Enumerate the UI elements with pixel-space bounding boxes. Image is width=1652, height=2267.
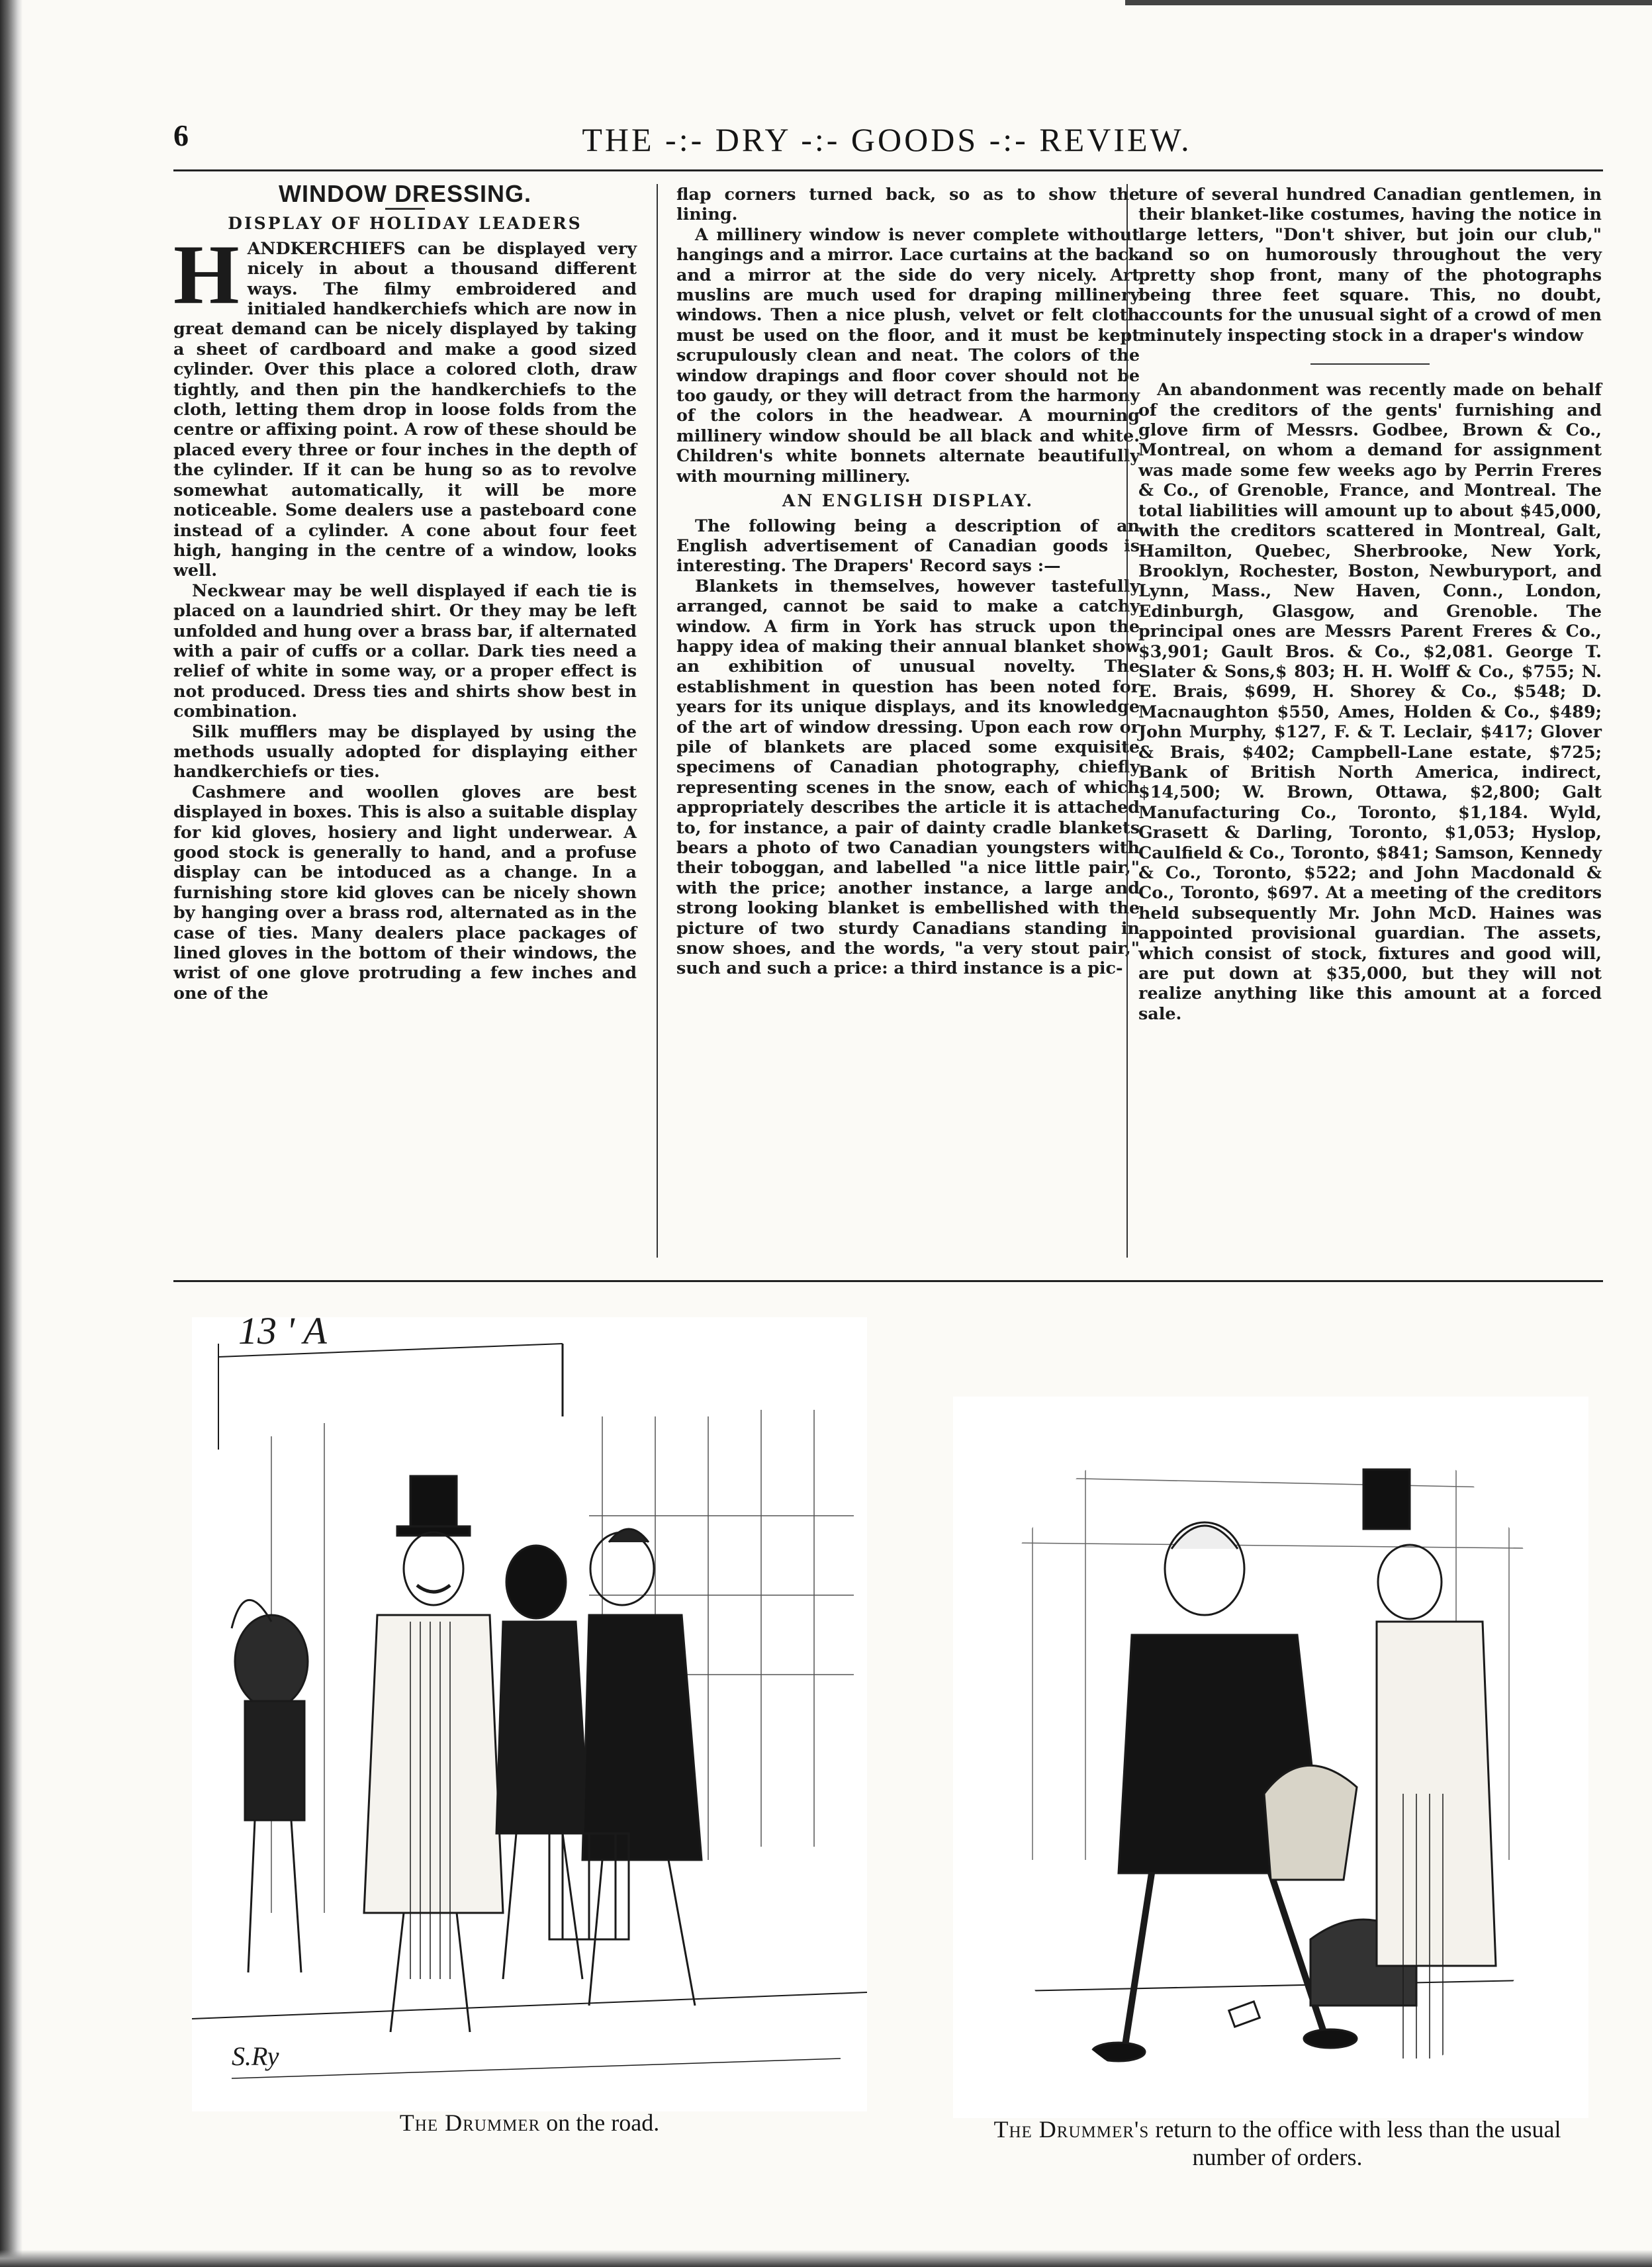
paragraph: The following being a description of an English advertisement of Canadian goods is interesting. The Drapers' Record says :— <box>676 515 1140 576</box>
drummer-on-road-drawing <box>192 1317 867 2111</box>
column-1 <box>173 180 637 1003</box>
paragraph: An abandonment was recently made on behalf of the creditors of the gents' furnishing and glove firm of Messrs. Godbee, Brown & Co., Montreal, on whom a demand for assignment was made some few weeks ago by Perrin Freres & Co., of Grenoble, France, and Montreal. The total liabilities will amount up to about $45,000, with the creditors scattered in Montreal, Galt, Hamilton, Quebec, Sherbrooke, New York, Brooklyn, Rochester, Boston, Newburyport, and Lynn, Mass., New Haven, Conn., London, Edinburgh, Glasgow, and Grenoble. The principal ones are Messrs Parent Freres & Co., $3,901; Gault Bros. & Co., $2,081. George T. Slater & Sons,$ 803; H. H. Wolff & Co., $755; N. E. Brais, $699, H. Shorey & Co., $548; D. Macnaughton $550, Ames, Holden & Co., $489; John Murphy, $127, F. & T. Leclair, $417; Glover & Brais, $402; Campbell-Lane estate, $725; Bank of British North America, indirect, $14,500; W. Brown, Ottawa, $2,800; Galt Manufacturing Co., Toronto, $1,184. Wyld, Grasett & Darling, Toronto, $1,053; Hyslop, Caulfield & Co., Toronto, $841; Samson, Kennedy & Co., Toronto, $522; and John Macdonald & Co., Toronto, $697. At a meeting of the creditors held subsequently Mr. John McD. Haines was appointed provisional guardian. The assets, which consist of stock, fixtures and good will, are put down at $35,000, but they will not realize anything like this amount at a forced sale. <box>1138 379 1602 1023</box>
caption-rest: on the road. <box>540 2109 660 2136</box>
page-number: 6 <box>173 118 189 152</box>
paragraph: A millinery window is never complete without hangings and a mirror. Lace curtains at the back and a mirror at the side do very nicely. Art muslins are much used for draping millinery windows. Then a nice plush, velvet or felt cloth must be used on the floor, and it must be kept scrupulously clean and neat. The colors of the window drapings and floor cover should not be too gaudy, or they will detract from the harmony of the colors in the headwear. A mourning millinery window should be all black and white. Children's white bonnets alternate beautifully with mourning millinery. <box>676 224 1140 486</box>
drummer-return-drawing <box>953 1397 1588 2118</box>
paragraph-text: ANDKERCHIEFS can be displayed very nicely in about a thousand different ways. The filmy embroidered and initialed handkerchiefs which are now in great demand can be nicely displayed by taking a sheet of cardboard and make a good sized cylinder. Over this place a colored cloth, draw tightly, and then pin the handkerchiefs to the cloth, letting them drop in loose folds from the centre or affixing point. A row of these should be placed every three or four inches in the depth of the cylinder. If it can be hung so as to revolve somewhat automatically, it will be more noticeable. Some dealers use a pasteboard cone instead of a cylinder. A cone about four feet high, hanging in the centre of a window, looks well. <box>173 238 637 580</box>
column-2 <box>676 184 1140 978</box>
drop-cap: H <box>173 227 240 322</box>
paragraph: Cashmere and woollen gloves are best displayed in boxes. This is also a suitable display for kid gloves, hosiery and light underwear. A good stock is generally to hand, and a profuse display can be intoduced as a change. In a furnishing store kid gloves can be nicely shown by hanging over a brass rod, alternated as in the case of ties. Many dealers place packages of lined gloves in the bottom of their windows, the wrist of one glove protruding a few inches and one of the <box>173 781 637 1003</box>
shop-sign-text: 13 ' A <box>238 1317 327 1352</box>
header-rule <box>173 169 1603 171</box>
section-rule <box>173 1280 1603 1282</box>
article-subtitle: DISPLAY OF HOLIDAY LEADERS <box>228 214 582 234</box>
section-heading: AN ENGLISH DISPLAY. <box>782 491 1034 511</box>
paragraph: flap corners turned back, so as to show the lining. <box>676 184 1140 224</box>
illustration-drummer-on-road <box>192 1317 867 2111</box>
paragraph: Blankets in themselves, however tastefully arranged, cannot be said to make a catchy window. A firm in York has struck upon the happy idea of making their annual blanket show an exhibition of unusual novelty. The establishment in question has been noted for years for its unique displays, and its knowledge of the art of window dressing. Upon each row or pile of blankets are placed some exquisite specimens of Canadian photography, chiefly representing scenes in the snow, each of which appropriately describes the article it is attached to, for instance, a pair of dainty cradle blankets bears a photo of two Canadian youngsters with their toboggan, and labelled "a nice little pair," with the price; another instance, a large and strong looking blanket is embellished with the picture of two sturdy Canadians standing in snow shoes, and the words, "a very stout pair," such and such a price: a third instance is a pic- <box>676 575 1140 978</box>
paragraph: Silk mufflers may be displayed by using the methods usually adopted for displaying either handkerchiefs or ties. <box>173 721 637 782</box>
running-head: THE -:- DRY -:- GOODS -:- REVIEW. <box>582 121 1192 158</box>
column-3 <box>1138 184 1602 1023</box>
paragraph: ture of several hundred Canadian gentlemen, in their blanket-like costumes, having the notice in large letters, "Don't shiver, but join our club," and so on humorously throughout the very pretty shop front, many of the photographs being three feet square. This, no doubt, accounts for the unusual sight of a crowd of men minutely inspecting stock in a draper's window <box>1138 184 1602 345</box>
column-rule <box>1126 184 1128 1258</box>
paragraph: Neckwear may be well displayed if each tie is placed on a laundried shirt. Or they may be left unfolded and hung over a brass bar, if alternated with a pair of cuffs or a collar. Dark ties need a relief of white in some way, or a proper effect is not produced. Dress ties and shirts show best in combination. <box>173 580 637 721</box>
illustration-drummer-return <box>953 1397 1588 2118</box>
caption-lead: The Drummer's <box>993 2116 1150 2143</box>
column-rule <box>657 184 658 1258</box>
scan-edge-shadow <box>0 0 23 2267</box>
caption-drummer-on-road <box>278 2109 781 2137</box>
artist-signature: S.Ry <box>232 2041 279 2071</box>
article-separator <box>1310 363 1430 365</box>
title-rule <box>385 208 425 210</box>
paragraph <box>173 227 637 580</box>
caption-lead: The Drummer <box>399 2109 541 2136</box>
caption-drummer-return <box>993 2115 1562 2171</box>
scan-bottom-edge <box>0 2250 1652 2267</box>
article-title: WINDOW DRESSING. <box>279 180 531 207</box>
caption-rest: return to the office with less than the usual number of orders. <box>1149 2116 1561 2170</box>
scan-top-edge <box>1125 0 1652 5</box>
